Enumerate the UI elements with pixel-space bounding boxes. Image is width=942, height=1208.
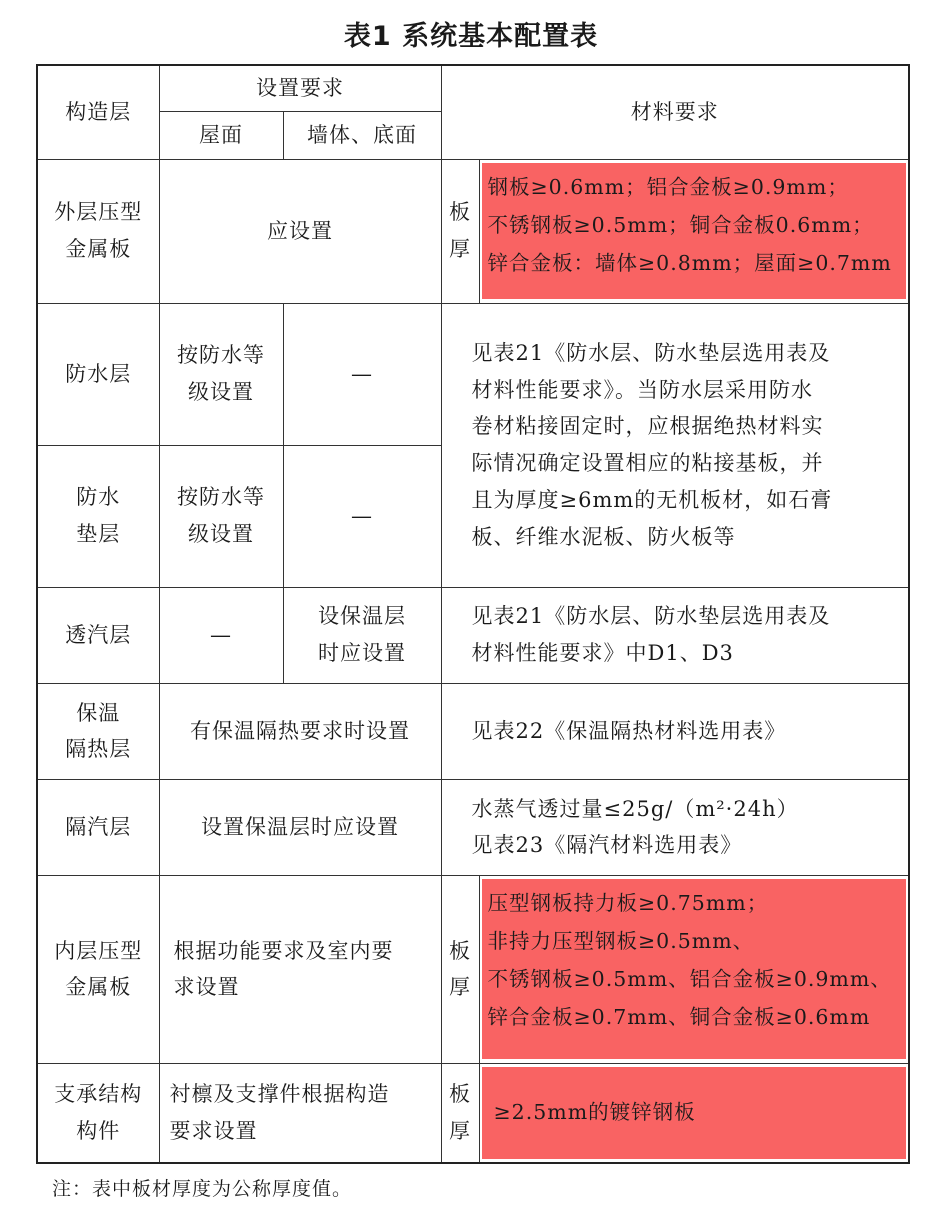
underlay-roof: 按防水等 级设置 <box>159 445 283 587</box>
table-row <box>37 303 909 445</box>
inner-material-highlight: 压型钢板持力板≥0.75mm； 非持力压型钢板≥0.5mm、 不锈钢板≥0.5mm、铝合金板≥0.9mm、 锌合金板≥0.7mm、铜合金板≥0.6mm <box>482 879 907 1059</box>
insulation-material: 见表22《保温隔热材料选用表》 <box>441 683 909 779</box>
header-wall: 墙体、底面 <box>283 111 441 159</box>
breathable-material: 见表21《防水层、防水垫层选用表及 材料性能要求》中D1、D3 <box>441 587 909 683</box>
header-setting: 设置要求 <box>159 65 441 111</box>
waterproof-roof: 按防水等 级设置 <box>159 303 283 445</box>
table-row <box>37 159 909 303</box>
outer-material-cell <box>479 159 909 303</box>
table-row <box>37 587 909 683</box>
outer-thickness-label: 板 厚 <box>441 159 479 303</box>
table-row <box>37 683 909 779</box>
insulation-setting: 有保温隔热要求时设置 <box>159 683 441 779</box>
inner-material-cell <box>479 875 909 1063</box>
breathable-layer-label: 透汽层 <box>37 587 159 683</box>
config-table <box>36 64 910 1164</box>
table-row <box>37 875 909 1063</box>
support-setting: 衬檩及支撑件根据构造 要求设置 <box>159 1063 441 1163</box>
support-material-highlight: ≥2.5mm的镀锌钢板 <box>482 1067 907 1159</box>
outer-material-highlight: 钢板≥0.6mm；铝合金板≥0.9mm； 不锈钢板≥0.5mm；铜合金板0.6mm； 锌合金板：墙体≥0.8mm；屋面≥0.7mm <box>482 163 907 299</box>
vapor-layer-label: 隔汽层 <box>37 779 159 875</box>
underlay-layer-label: 防水 垫层 <box>37 445 159 587</box>
waterproof-layer-label: 防水层 <box>37 303 159 445</box>
breathable-wall: 设保温层 时应设置 <box>283 587 441 683</box>
inner-thickness-label: 板 厚 <box>441 875 479 1063</box>
inner-layer-label: 内层压型 金属板 <box>37 875 159 1063</box>
support-layer-label: 支承结构 构件 <box>37 1063 159 1163</box>
header-roof: 屋面 <box>159 111 283 159</box>
support-material-cell <box>479 1063 909 1163</box>
header-layer: 构造层 <box>37 65 159 159</box>
insulation-layer-label: 保温 隔热层 <box>37 683 159 779</box>
waterproof-material: 见表21《防水层、防水垫层选用表及 材料性能要求》。当防水层采用防水 卷材粘接固定时，应根据绝热材料实 际情况确定设置相应的粘接基板，并 且为厚度≥6mm的无机板材，如石膏 板、纤维水泥板、防火板等 <box>441 303 909 587</box>
table-note: 注：表中板材厚度为公称厚度值。 <box>52 1178 353 1200</box>
inner-setting: 根据功能要求及室内要 求设置 <box>159 875 441 1063</box>
table-row <box>37 779 909 875</box>
underlay-wall: — <box>283 445 441 587</box>
breathable-roof: — <box>159 587 283 683</box>
vapor-material: 水蒸气透过量≤25g/（m²·24h） 见表23《隔汽材料选用表》 <box>441 779 909 875</box>
vapor-setting: 设置保温层时应设置 <box>159 779 441 875</box>
support-thickness-label: 板 厚 <box>441 1063 479 1163</box>
table-title: 表1 系统基本配置表 <box>343 21 599 52</box>
table-row <box>37 1063 909 1163</box>
outer-layer-label: 外层压型 金属板 <box>37 159 159 303</box>
header-material: 材料要求 <box>441 65 909 159</box>
waterproof-wall: — <box>283 303 441 445</box>
header-row <box>37 65 909 111</box>
outer-setting: 应设置 <box>159 159 441 303</box>
